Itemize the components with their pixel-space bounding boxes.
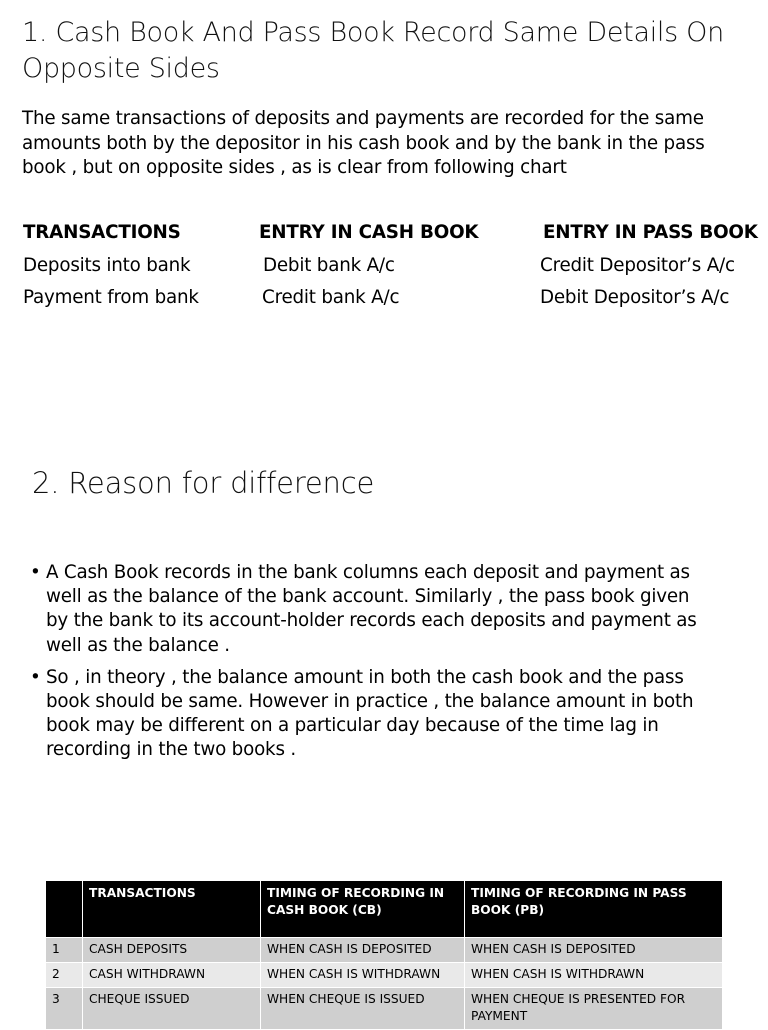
section-1-title: 1. Cash Book And Pass Book Record Same Details On Opposite Sides <box>22 17 724 84</box>
chart-header-cash-book: ENTRY IN CASH BOOK <box>259 222 479 243</box>
row-pass-book-timing: WHEN CASH IS DEPOSITED <box>465 938 723 963</box>
chart-header-pass-book: ENTRY IN PASS BOOK <box>543 222 758 243</box>
bullet-item <box>30 561 698 658</box>
bullet-text: So , in theory , the balance amount in both the cash book and the pass book should be same. However in practice , the balance amount in both book may be different on a particular day because of the time lag in recording in the two books . <box>46 666 694 761</box>
header-cell-index <box>46 881 83 938</box>
table-header-row <box>46 881 723 938</box>
bullet-symbol: • <box>30 666 41 688</box>
row-cash-book-timing: WHEN CASH IS WITHDRAWN <box>261 963 465 988</box>
table-row <box>46 963 723 988</box>
header-cell-cash-book-timing: TIMING OF RECORDING IN CASH BOOK (CB) <box>261 881 465 938</box>
row-transaction: CASH DEPOSITS <box>83 938 261 963</box>
row-cash-book-timing: WHEN CASH IS DEPOSITED <box>261 938 465 963</box>
section-1-paragraph: The same transactions of deposits and payments are recorded for the same amounts both by the depositor in his cash book and by the bank in the pass book , but on opposite sides , as is clear from following chart <box>22 108 705 178</box>
header-cell-pass-book-timing: TIMING OF RECORDING IN PASS BOOK (PB) <box>465 881 723 938</box>
header-cell-transactions: TRANSACTIONS <box>83 881 261 938</box>
row-cash-book-timing: WHEN CHEQUE IS ISSUED <box>261 988 465 1030</box>
timing-table <box>45 880 723 1030</box>
row-transaction: CHEQUE ISSUED <box>83 988 261 1030</box>
chart-row-1-transaction: Deposits into bank <box>23 255 191 276</box>
bullet-text: A Cash Book records in the bank columns each deposit and payment as well as the balance of the bank account. Similarly , the pass book given by the bank to its account-holder records each deposits and payment as well as the balance . <box>46 562 697 656</box>
table-row <box>46 938 723 963</box>
table-row <box>46 988 723 1030</box>
chart-row-2-cash-book: Credit bank A/c <box>262 287 400 308</box>
row-index: 1 <box>46 938 83 963</box>
bullet-symbol: • <box>30 562 41 583</box>
section-2-title: 2. Reason for difference <box>32 466 375 500</box>
chart-row-1-pass-book: Credit Depositor’s A/c <box>540 255 735 276</box>
row-index: 2 <box>46 963 83 988</box>
row-transaction: CASH WITHDRAWN <box>83 963 261 988</box>
row-pass-book-timing: WHEN CHEQUE IS PRESENTED FOR PAYMENT <box>465 988 723 1030</box>
chart-row-2-transaction: Payment from bank <box>23 287 199 308</box>
row-index: 3 <box>46 988 83 1030</box>
bullet-item <box>30 666 698 763</box>
chart-row-1-cash-book: Debit bank A/c <box>263 255 395 276</box>
reason-bullet-list <box>30 561 698 771</box>
row-pass-book-timing: WHEN CASH IS WITHDRAWN <box>465 963 723 988</box>
chart-header-transactions: TRANSACTIONS <box>23 222 181 243</box>
chart-row-2-pass-book: Debit Depositor’s A/c <box>540 287 730 308</box>
